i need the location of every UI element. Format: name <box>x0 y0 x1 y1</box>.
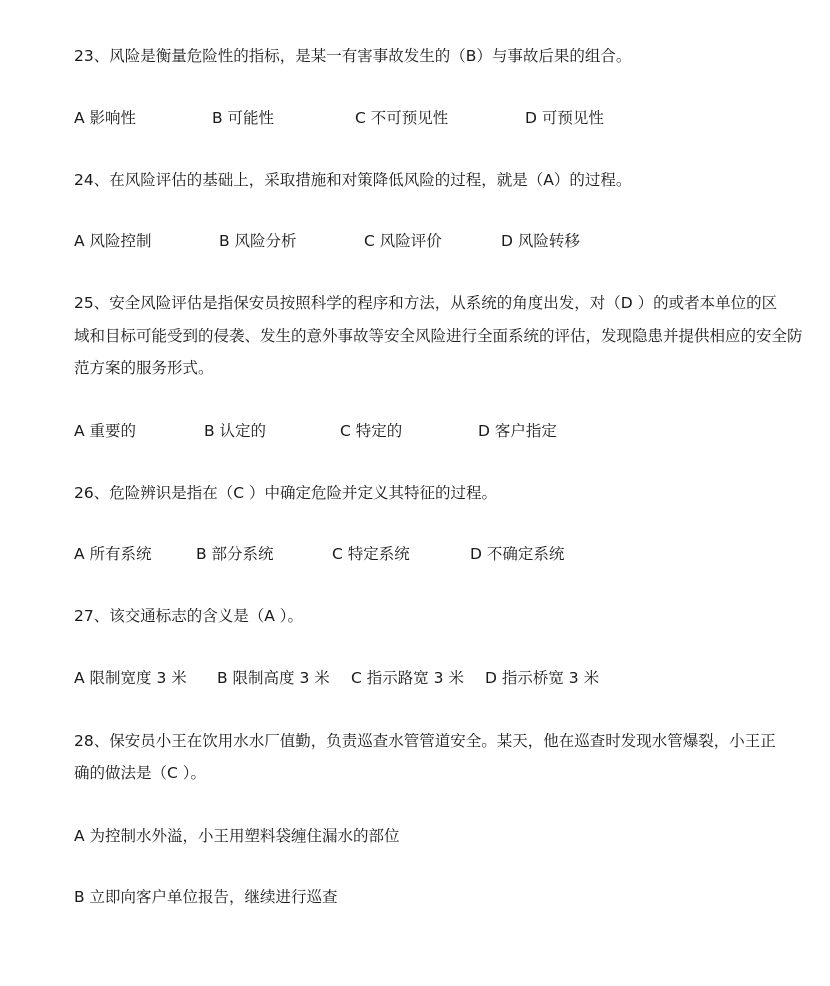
question-25-option-d: D 客户指定 <box>478 422 557 440</box>
question-28-text-line-2: 确的做法是（C ）。 <box>74 764 207 782</box>
question-28-option-b: B 立即向客户单位报告，继续进行巡查 <box>74 888 338 906</box>
question-27-option-d: D 指示桥宽 3 米 <box>485 669 600 687</box>
question-24-option-d: D 风险转移 <box>501 232 580 250</box>
question-25-option-b: B 认定的 <box>204 422 267 440</box>
question-25-option-c: C 特定的 <box>340 422 403 440</box>
question-27-option-c: C 指示路宽 3 米 <box>351 669 464 687</box>
question-26-option-c: C 特定系统 <box>332 545 410 563</box>
question-28-text-line-1: 28、保安员小王在饮用水水厂值勤，负责巡查水管管道安全。某天，他在巡查时发现水管爆裂，小王正 <box>74 732 776 750</box>
question-23-option-d: D 可预见性 <box>525 109 604 127</box>
question-27-option-a: A 限制宽度 3 米 <box>74 669 187 687</box>
question-25-text-line-2: 域和目标可能受到的侵袭、发生的意外事故等安全风险进行全面系统的评估，发现隐患并提供相应的安全防 <box>74 327 803 345</box>
question-24-option-b: B 风险分析 <box>219 232 297 250</box>
question-24-option-c: C 风险评价 <box>364 232 442 250</box>
question-23-option-c: C 不可预见性 <box>355 109 449 127</box>
question-26-option-d: D 不确定系统 <box>470 545 565 563</box>
question-23-text: 23、风险是衡量危险性的指标，是某一有害事故发生的（B）与事故后果的组合。 <box>74 47 632 65</box>
question-26-option-a: A 所有系统 <box>74 545 152 563</box>
question-27-option-b: B 限制高度 3 米 <box>217 669 330 687</box>
question-25-text-line-1: 25、安全风险评估是指保安员按照科学的程序和方法，从系统的角度出发，对（D ）的或者本单位的区 <box>74 294 778 312</box>
question-28-option-a: A 为控制水外溢，小王用塑料袋缠住漏水的部位 <box>74 827 400 845</box>
question-23-option-b: B 可能性 <box>212 109 275 127</box>
question-27-text: 27、该交通标志的含义是（A ）。 <box>74 607 304 625</box>
question-25-text-line-3: 范方案的服务形式。 <box>74 359 214 377</box>
question-25-option-a: A 重要的 <box>74 422 137 440</box>
question-24-text: 24、在风险评估的基础上，采取措施和对策降低风险的过程，就是（A）的过程。 <box>74 171 632 189</box>
question-24-option-a: A 风险控制 <box>74 232 152 250</box>
question-26-text: 26、危险辨识是指在（C ）中确定危险并定义其特征的过程。 <box>74 484 497 502</box>
question-23-option-a: A 影响性 <box>74 109 137 127</box>
question-26-option-b: B 部分系统 <box>196 545 274 563</box>
